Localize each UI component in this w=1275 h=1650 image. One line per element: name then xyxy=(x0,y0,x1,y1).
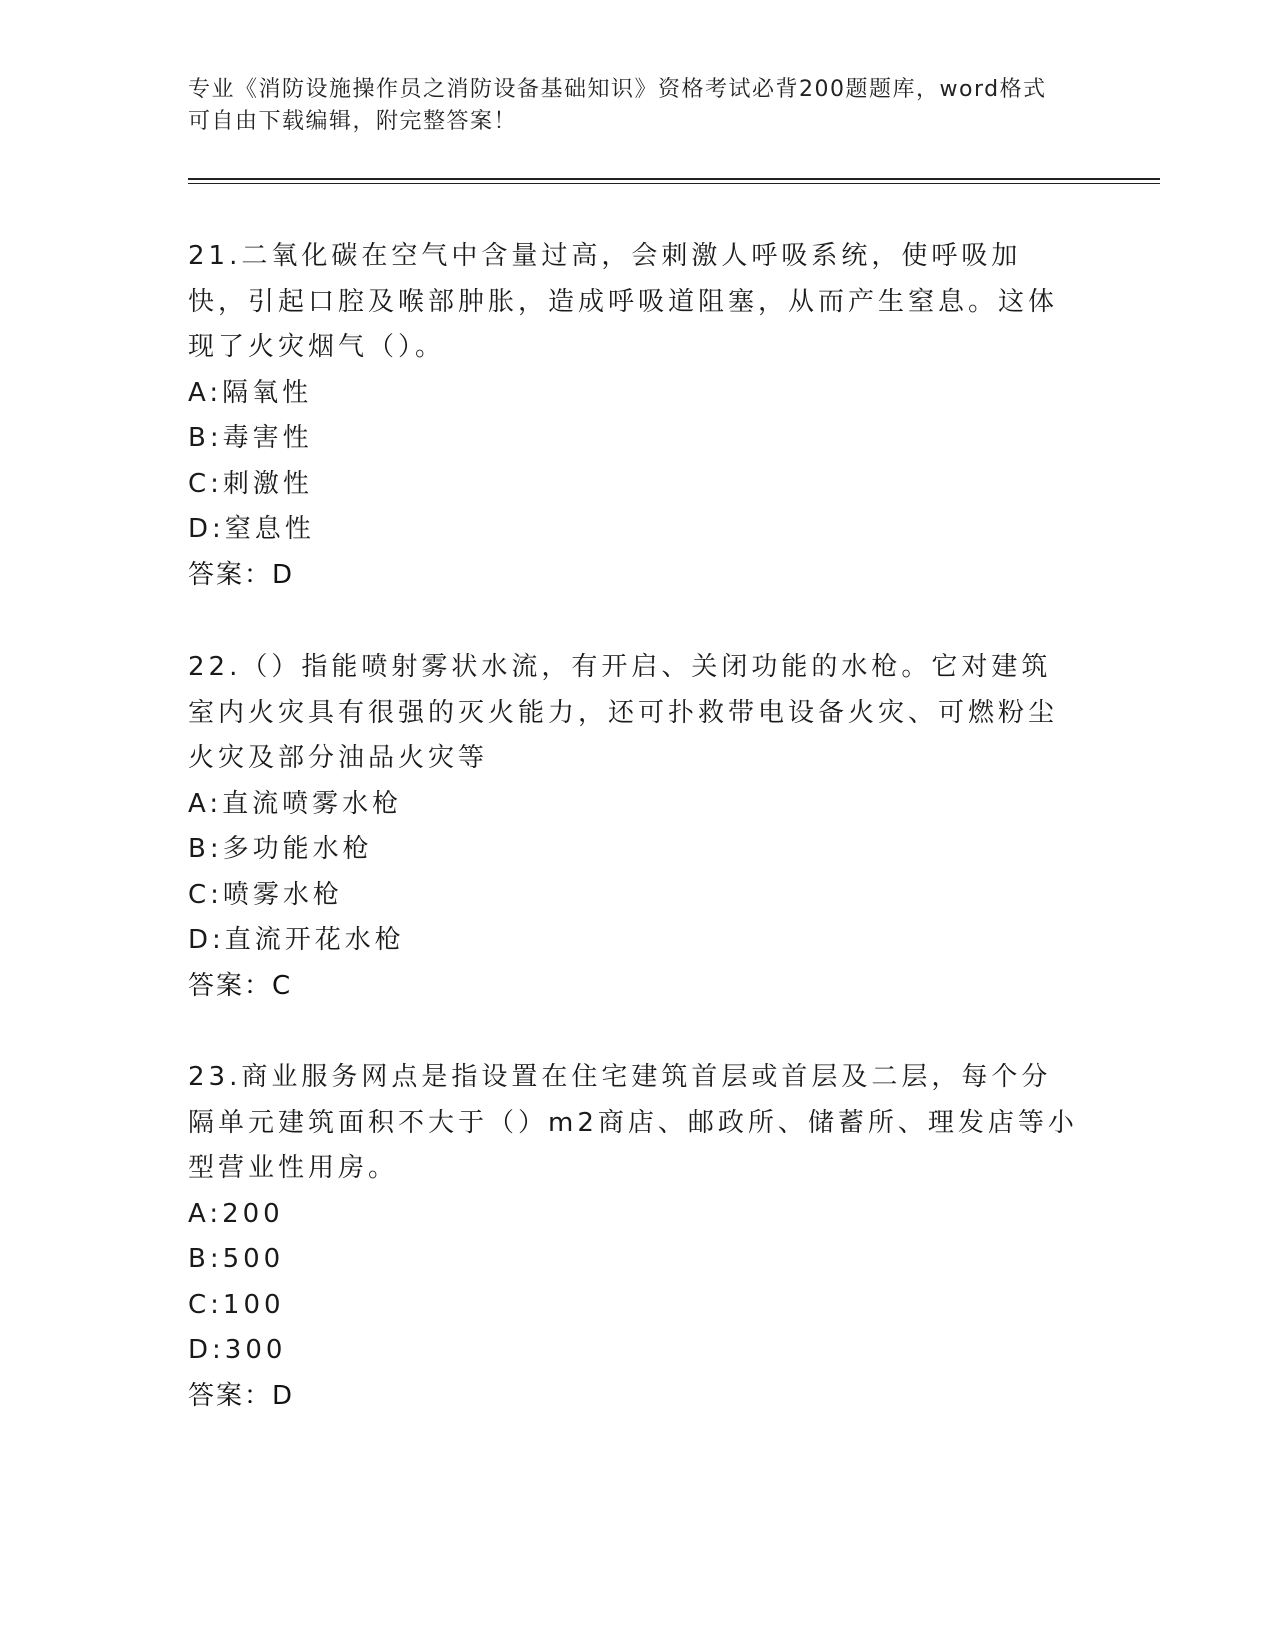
option-d: D:300 xyxy=(188,1335,287,1365)
header-rule-top xyxy=(188,178,1160,180)
option-a: A:隔氧性 xyxy=(188,377,313,408)
option-b: B:500 xyxy=(188,1244,285,1274)
option-b: B:毒害性 xyxy=(188,423,313,453)
option-a: A:200 xyxy=(188,1198,284,1229)
question-21 xyxy=(188,234,1078,598)
option-c: C:喷雾水枪 xyxy=(188,879,343,910)
question-23 xyxy=(188,1055,1078,1419)
question-stem: 23.商业服务网点是指设置在住宅建筑首层或首层及二层，每个分隔单元建筑面积不大于（）m2商店、邮政所、储蓄所、理发店等小型营业性用房。 xyxy=(188,1062,1078,1183)
answer-line: 答案：D xyxy=(188,1380,295,1411)
option-c: C:刺激性 xyxy=(188,468,313,499)
header-rule-bottom xyxy=(188,183,1160,184)
answer-line: 答案：D xyxy=(188,559,295,590)
question-stem: 21.二氧化碳在空气中含量过高，会刺激人呼吸系统，使呼吸加快，引起口腔及喉部肿胀，造成呼吸道阻塞，从而产生窒息。这体现了火灾烟气（）。 xyxy=(188,241,1059,362)
option-c: C:100 xyxy=(188,1289,285,1320)
option-a: A:直流喷雾水枪 xyxy=(188,788,403,819)
question-22 xyxy=(188,645,1078,1009)
question-stem: 22.（）指能喷射雾状水流，有开启、关闭功能的水枪。它对建筑室内火灾具有很强的灭火能力，还可扑救带电设备火灾、可燃粉尘火灾及部分油品火灾等 xyxy=(188,652,1059,773)
document-header: 专业《消防设施操作员之消防设备基础知识》资格考试必背200题题库，word格式可自由下载编辑，附完整答案！ xyxy=(188,77,1047,134)
answer-line: 答案：C xyxy=(188,970,293,1001)
option-b: B:多功能水枪 xyxy=(188,834,373,864)
option-d: D:窒息性 xyxy=(188,514,315,544)
option-d: D:直流开花水枪 xyxy=(188,925,405,955)
